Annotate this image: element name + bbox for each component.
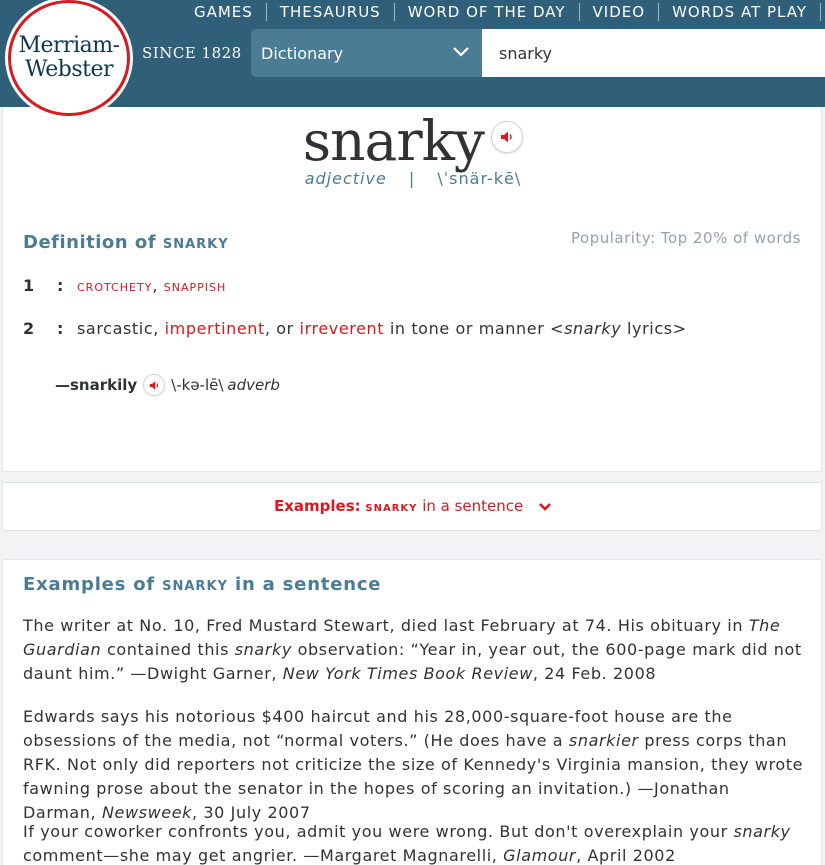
example-text: The writer at No. 10, Fred Mustard Stewart, died last February at 74. His obituary in <box>23 616 749 635</box>
xref-impertinent-link[interactable]: impertinent <box>164 319 265 338</box>
example-text: , 24 Feb. 2008 <box>532 664 657 683</box>
dictionary-select[interactable] <box>251 29 482 77</box>
sense-text: , or <box>264 319 300 338</box>
example-headword-italic: snarky <box>234 640 292 659</box>
example-sentence <box>23 820 808 865</box>
example-text: observation: “Year in, year out, the 600-page mark did not daunt him.” —Dwight Garner, <box>23 640 802 683</box>
sense-text: lyrics> <box>621 319 687 338</box>
pos-separator: | <box>408 169 416 188</box>
sense-body <box>77 319 687 338</box>
chevron-down-icon <box>452 43 470 61</box>
chevron-down-icon <box>538 502 552 512</box>
run-on-audio-button[interactable] <box>143 374 165 396</box>
site-header <box>0 0 825 107</box>
examples-toggle-card[interactable] <box>2 482 822 531</box>
example-sentence <box>23 614 808 686</box>
sense-number: 1 <box>23 276 35 295</box>
nav-word-of-the-day[interactable]: WORD OF THE DAY <box>394 3 579 21</box>
examples-heading <box>23 574 381 595</box>
sense-colon: : <box>57 276 64 295</box>
dictionary-select-value: Dictionary <box>261 43 344 63</box>
examples-heading-suffix: in a sentence <box>227 574 382 595</box>
example-text: Edwards says his notorious $400 haircut and his 28,000-square-foot house are the obsessions of the media, not “normal voters.” (He does have a <box>23 707 733 750</box>
run-on-pronunciation: \-kə-lē\ <box>171 376 224 394</box>
examples-toggle-lead: Examples: <box>273 497 361 515</box>
sense-text: in tone or manner < <box>384 319 565 338</box>
pronunciation-audio-button[interactable] <box>491 121 523 153</box>
definition-heading <box>23 232 229 253</box>
part-of-speech[interactable]: adjective <box>304 169 387 188</box>
example-text: contained this <box>101 640 235 659</box>
example-text: , April 2002 <box>576 846 676 865</box>
merriam-webster-logo[interactable] <box>8 0 130 116</box>
speaker-icon <box>500 130 514 144</box>
logo-line1: Merriam- <box>18 33 120 58</box>
pronunciation: \ˈsnär-kē\ <box>437 169 522 188</box>
example-source-italic: New York Times Book Review <box>282 664 533 683</box>
example-source-italic: The Guardian <box>23 616 781 659</box>
pos-pronunciation-row <box>3 169 823 188</box>
nav-video[interactable]: VIDEO <box>579 3 659 21</box>
definition-heading-prefix: Definition of <box>23 232 157 253</box>
example-text: , 30 July 2007 <box>192 803 311 822</box>
verbal-illustration-word: snarky <box>564 319 622 338</box>
examples-toggle-word: SNARKY <box>365 503 418 514</box>
logo-line2: Webster <box>24 57 114 82</box>
search-input[interactable] <box>482 29 825 77</box>
example-headword-italic: snarkier <box>568 731 639 750</box>
nav-words-at-play[interactable]: WORDS AT PLAY <box>658 3 820 21</box>
example-text: press corps than RFK. Not only did reporters not criticize the size of Kennedy's Virginia mansion, they wrote fawning prose about the senator in the hopes of scoring an invitation.) —Jonathan Darman, <box>23 731 804 822</box>
sense-number: 2 <box>23 319 35 338</box>
sense-text: sarcastic, <box>77 319 165 338</box>
top-navigation <box>181 3 821 21</box>
sense-body <box>77 276 226 295</box>
entry-card <box>2 107 822 472</box>
run-on-pos: adverb <box>227 376 280 394</box>
example-source-italic: Newsweek <box>101 803 193 822</box>
headword-row <box>3 109 823 173</box>
xref-crotchety-link[interactable]: CROTCHETY <box>77 281 153 294</box>
examples-heading-word: SNARKY <box>162 579 228 594</box>
definition-heading-word: SNARKY <box>162 237 229 252</box>
examples-card <box>2 559 822 865</box>
sense-colon: : <box>57 319 64 338</box>
speaker-icon <box>149 380 160 391</box>
xref-irreverent-link[interactable]: irreverent <box>299 319 385 338</box>
example-headword-italic: snarky <box>733 822 791 841</box>
popularity-label: Popularity: Top 20% of words <box>571 229 801 247</box>
since-tagline: SINCE 1828 <box>142 44 242 62</box>
example-source-italic: Glamour <box>503 846 577 865</box>
examples-heading-prefix: Examples of <box>23 574 163 595</box>
nav-games[interactable]: GAMES <box>193 3 253 21</box>
nav-thesaurus[interactable]: THESAURUS <box>266 3 394 21</box>
headword: snarky <box>302 109 485 173</box>
xref-snappish-link[interactable]: SNAPPISH <box>163 281 227 294</box>
examples-toggle-tail: in a sentence <box>417 497 524 515</box>
example-text: comment—she may get angrier. —Margaret Magnarelli, <box>23 846 504 865</box>
examples-toggle[interactable] <box>3 497 823 515</box>
example-sentence <box>23 705 808 825</box>
example-text: If your coworker confronts you, admit you were wrong. But don't overexplain your <box>23 822 734 841</box>
run-on-word: —snarkily <box>55 376 138 394</box>
nav-divider <box>820 3 821 21</box>
run-on-entry <box>55 374 280 396</box>
sense-comma: , <box>152 276 159 295</box>
